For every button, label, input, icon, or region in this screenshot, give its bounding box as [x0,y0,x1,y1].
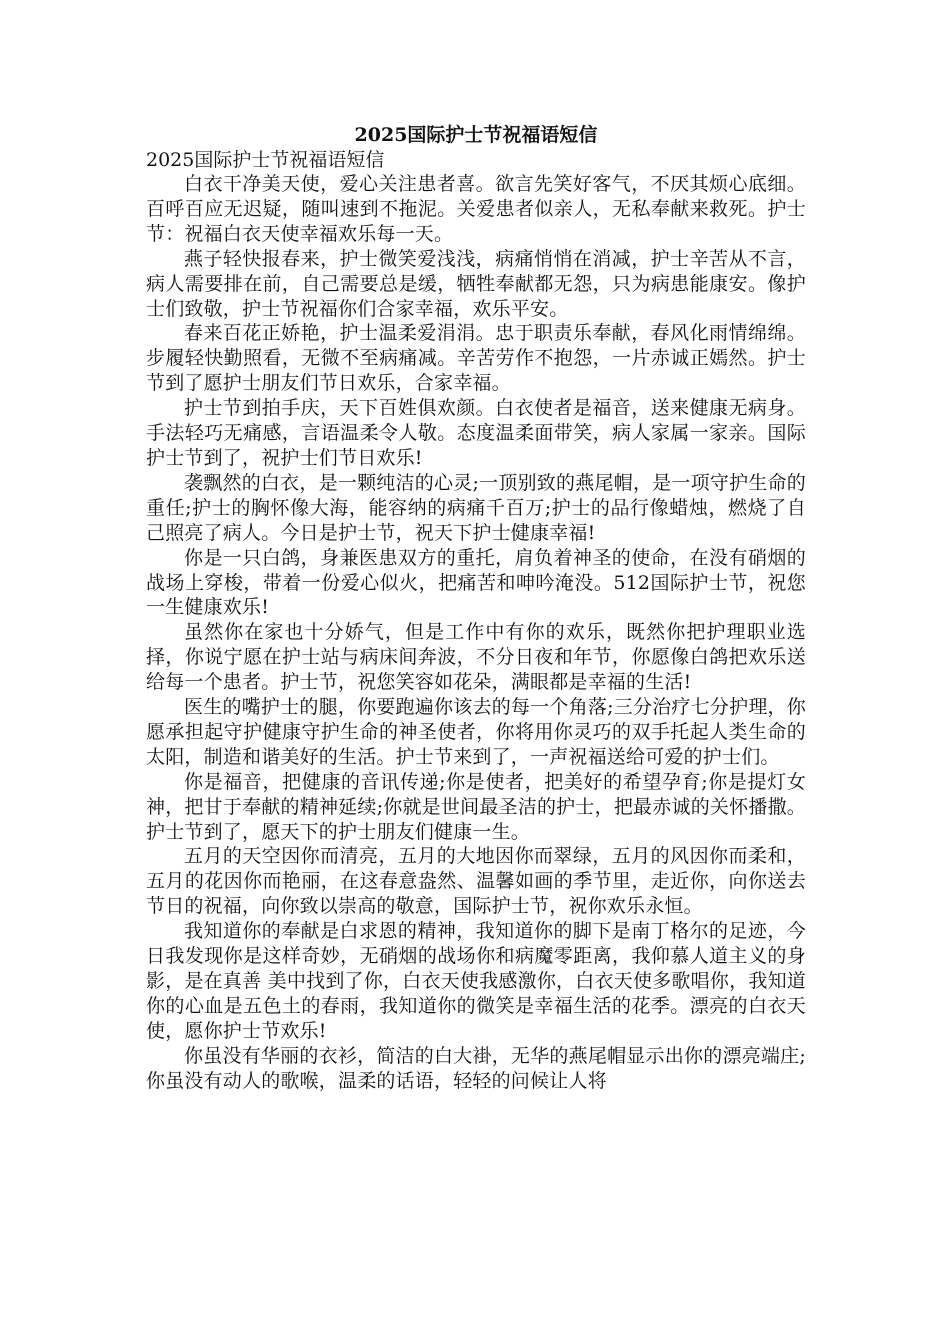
document-subtitle: 2025国际护士节祝福语短信 [146,149,385,171]
document-page [146,122,806,1094]
paragraph-2: 燕子轻快报春来，护士微笑爱浅浅，病痛悄悄在消减，护士辛苦从不言，病人需要排在前，自己需要总是缓，牺牲奉献都无怨，只为病患能康安。像护士们致敬，护士节祝福你们合家幸福，欢乐平安。 [146,247,806,320]
paragraph-8: 医生的嘴护士的腿，你要跑遍你该去的每一个角落;三分治疗七分护理，你愿承担起守护健康守护生命的神圣使者，你将用你灵巧的双手托起人类生命的太阳，制造和谐美好的生活。护士节来到了，一声祝福送给可爱的护士们。 [146,696,806,768]
paragraph-10: 五月的天空因你而清亮，五月的大地因你而翠绿，五月的风因你而柔和，五月的花因你而艳丽，在这春意盎然、温馨如画的季节里，走近你，向你送去节日的祝福，向你致以崇高的敬意，国际护士节，祝你欢乐永恒。 [146,845,806,918]
paragraph-12: 你虽没有华丽的衣衫，简洁的白大褂，无华的燕尾帽显示出你的漂亮端庄;你虽没有动人的歌喉，温柔的话语，轻轻的问候让人将 [146,1044,806,1092]
paragraph-6: 你是一只白鸽，身兼医患双方的重托，肩负着神圣的使命，在没有硝烟的战场上穿梭，带着一份爱心似火，把痛苦和呻吟淹没。512国际护士节，祝您一生健康欢乐! [146,546,806,619]
paragraph-3: 春来百花正娇艳，护士温柔爱涓涓。忠于职责乐奉献，春风化雨情绵绵。步履轻快勤照看，无微不至病痛减。辛苦劳作不抱怨，一片赤诚正嫣然。护士节到了愿护士朋友们节日欢乐，合家幸福。 [146,322,806,395]
document-title: 2025国际护士节祝福语短信 [354,124,598,146]
paragraph-9: 你是福音，把健康的音讯传递;你是使者，把美好的希望孕育;你是提灯女神，把甘于奉献的精神延续;你就是世间最圣洁的护士，把最赤诚的关怀播撒。护士节到了，愿天下的护士朋友们健康一生。 [146,770,806,843]
paragraph-4: 护士节到拍手庆，天下百姓俱欢颜。白衣使者是福音，送来健康无病身。手法轻巧无痛感，言语温柔令人敬。态度温柔面带笑，病人家属一家亲。国际护士节到了，祝护士们节日欢乐! [146,397,806,469]
paragraph-5: 袭飘然的白衣，是一颗纯洁的心灵;一顶别致的燕尾帽，是一项守护生命的重任;护士的胸怀像大海，能容纳的病痛千百万;护士的品行像蜡烛，燃烧了自己照亮了病人。今日是护士节，祝天下护士健康幸福! [146,471,806,544]
paragraph-7: 虽然你在家也十分娇气，但是工作中有你的欢乐，既然你把护理职业选择，你说宁愿在护士站与病床间奔波，不分日夜和年节，你愿像白鸽把欢乐送给每一个患者。护士节，祝您笑容如花朵，满眼都是幸福的生活! [146,621,806,694]
paragraph-11: 我知道你的奉献是白求恩的精神，我知道你的脚下是南丁格尔的足迹，今日我发现你是这样奇妙，无硝烟的战场你和病魔零距离，我仰慕人道主义的身影，是在真善 美中找到了你，白衣天使我感激你，白衣天使多歌唱你，我知道你的心血是五色土的春雨，我知道你的微笑是幸福生活的花季。漂亮的白衣天使，愿你护士节欢乐! [146,920,806,1042]
paragraph-1: 白衣干净美天使，爱心关注患者喜。欲言先笑好客气，不厌其烦心底细。百呼百应无迟疑，随叫速到不拖泥。关爱患者似亲人，无私奉献来救死。护士节：祝福白衣天使幸福欢乐每一天。 [146,173,806,245]
